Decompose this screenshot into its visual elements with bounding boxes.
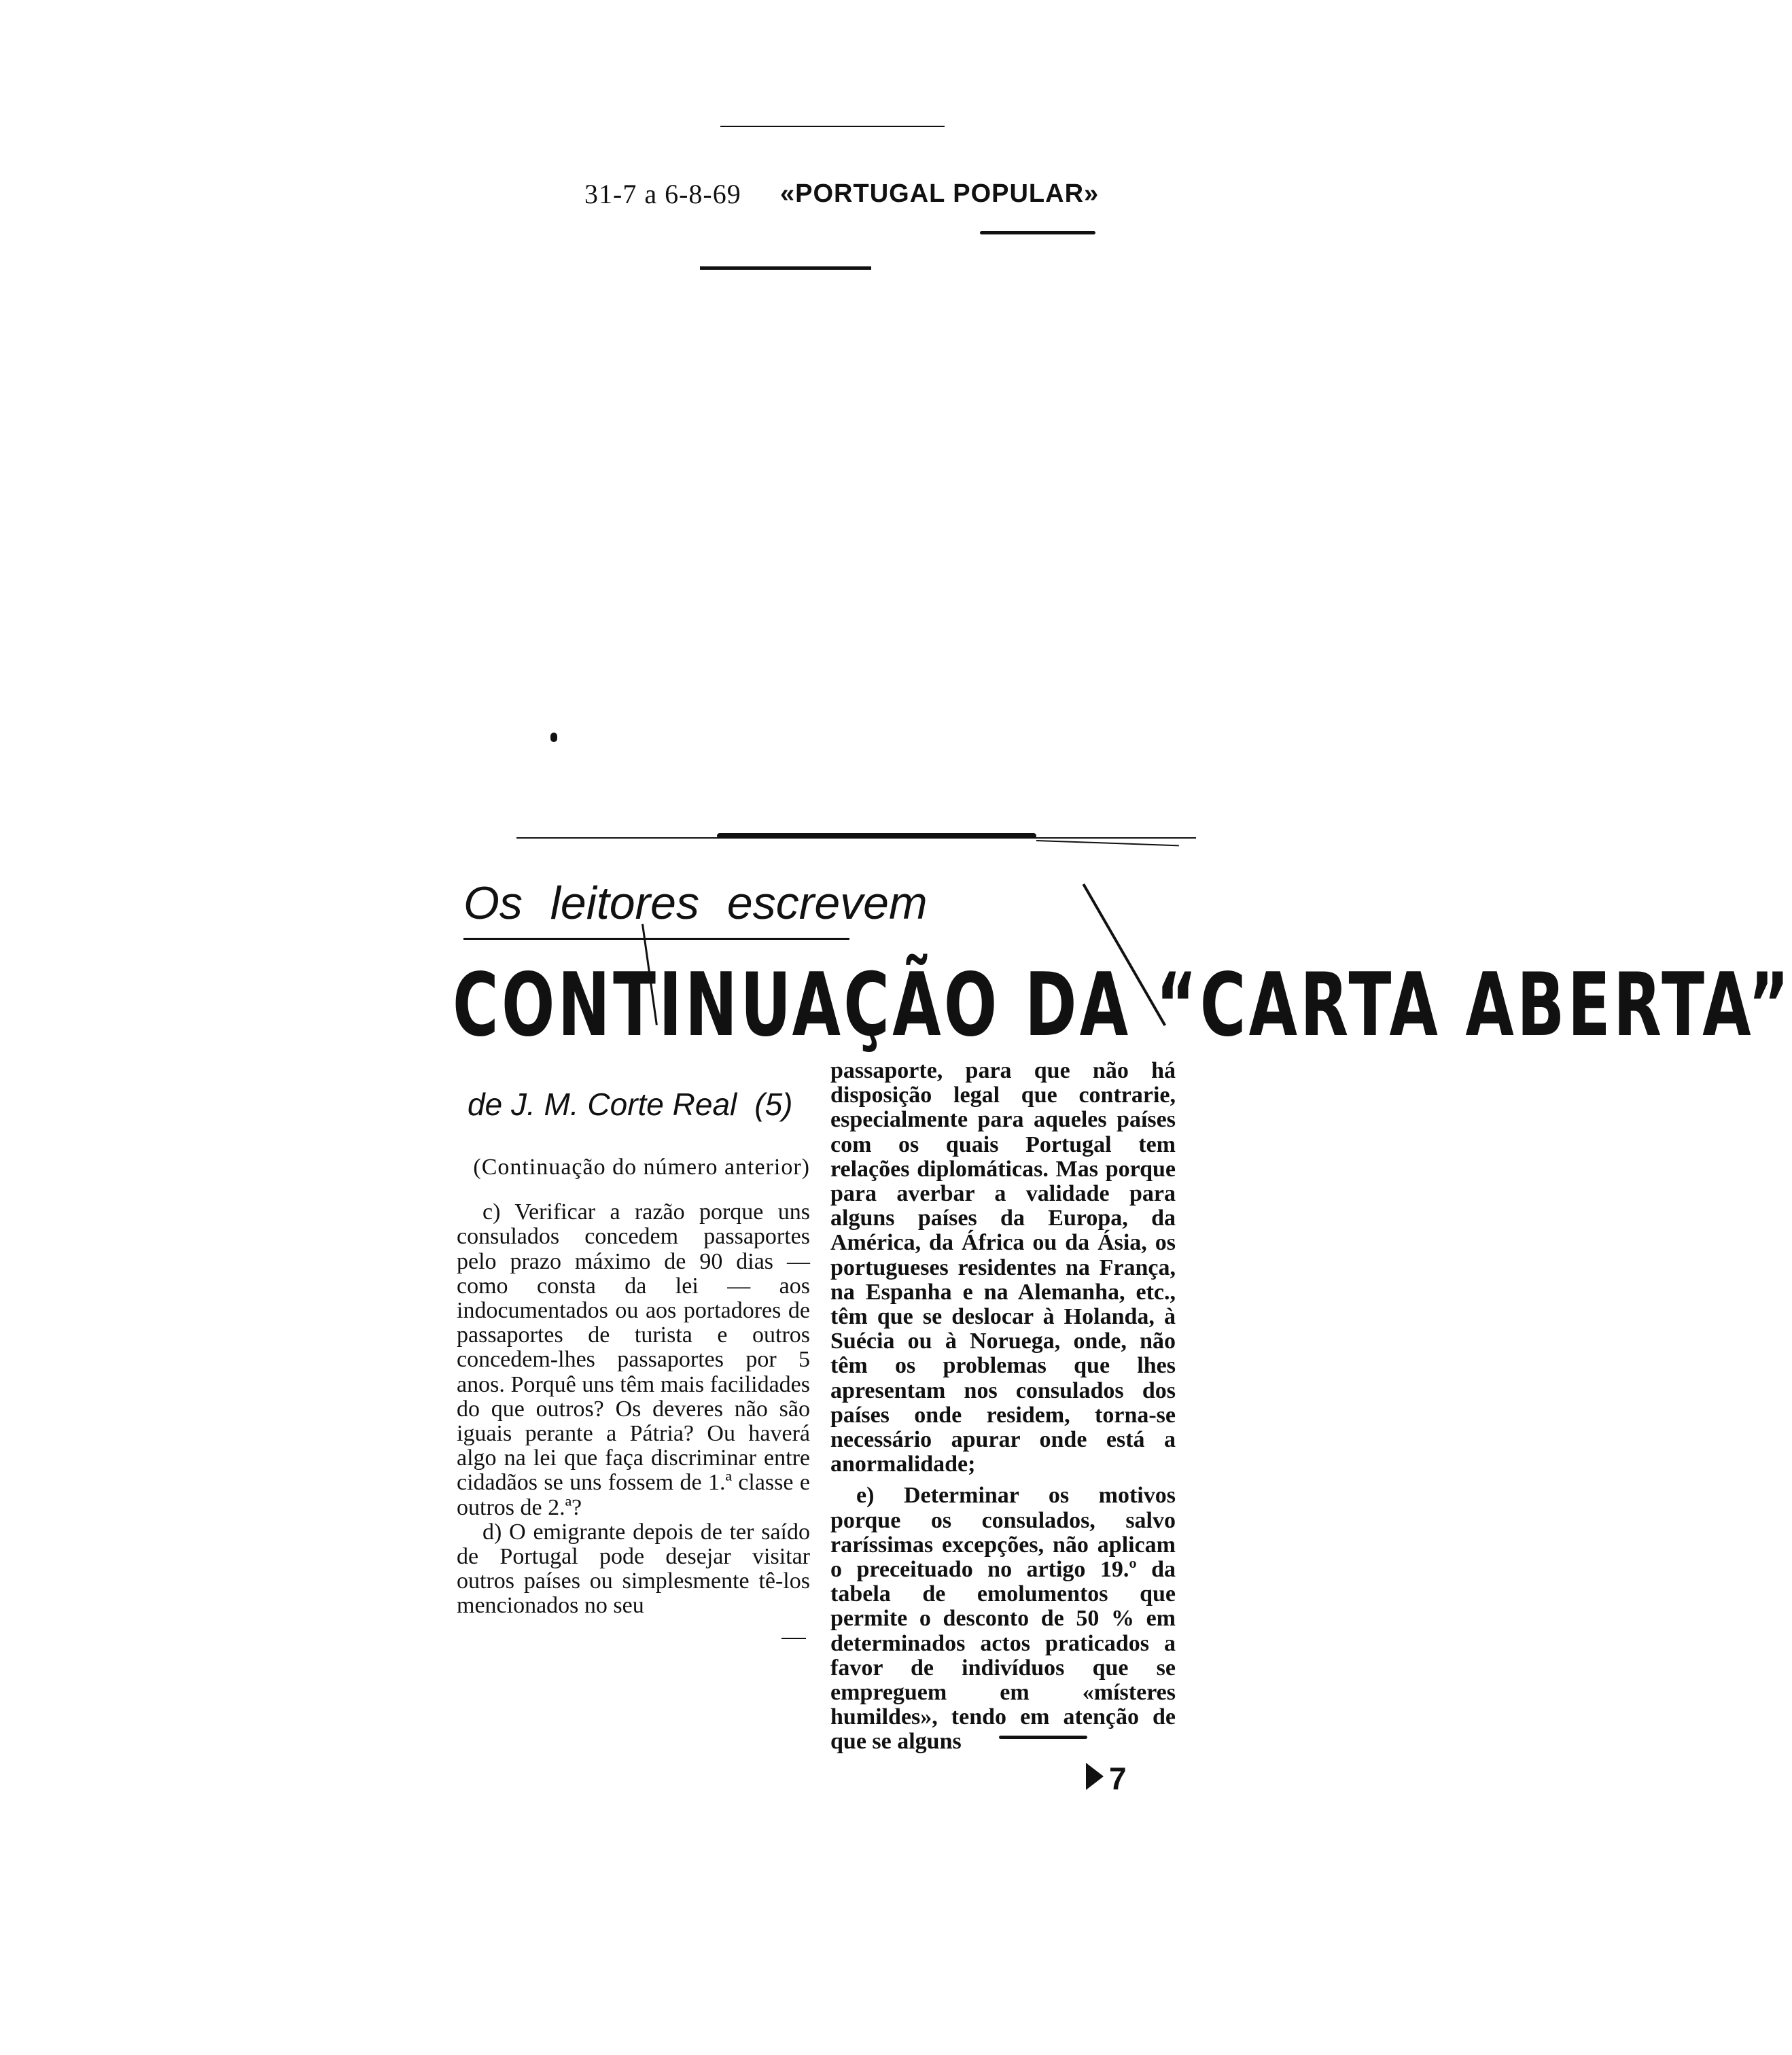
column-end-dash bbox=[781, 1638, 806, 1639]
paragraph-d-continued: passaporte, para que não há disposição legal que contrarie, especialmente para aqueles países com os quais Portugal tem relações diplomáticas. Mas porque para averbar a validade para alguns países da Europa, da América, da África ou da Ásia, os portugueses residentes na França, na Espanha e na Alemanha, etc., têm que se deslocar à Holanda, à Suécia ou à Noruega, onde, não têm os problemas que lhes apresentam nos consulados dos países onde residem, torna-se necessário apurar onde está a anormalidade; bbox=[830, 1058, 1176, 1477]
byline-part: (5) bbox=[754, 1087, 793, 1122]
article-top-rule-dark bbox=[717, 833, 1036, 839]
continued-note: (Continuação do número anterior) bbox=[473, 1155, 810, 1180]
article-top-rule-tail bbox=[1036, 840, 1179, 846]
header-underline bbox=[700, 266, 871, 270]
scan-dot bbox=[550, 733, 557, 742]
article-column-left bbox=[457, 1155, 810, 1619]
top-hairline bbox=[720, 126, 945, 127]
byline bbox=[468, 1086, 793, 1123]
clipping-date: 31-7 a 6-8-69 bbox=[584, 179, 741, 209]
section-underline bbox=[463, 938, 849, 940]
header-mark-right bbox=[980, 231, 1095, 234]
continue-arrow-icon bbox=[1086, 1763, 1104, 1790]
paragraph-c: c) Verificar a razão porque uns consulados concedem passaportes pelo prazo máximo de 90 dias — como consta da lei — aos indocumentados ou aos portadores de passaportes de turista e outros concedem-lhes passaportes por 5 anos. Porquê uns têm mais facilidades do que outros? Os deveres não são iguais perante a Pátria? Ou haverá algo na lei que faça discriminar entre cidadãos se uns fossem de 1.ª classe e outros de 2.ª? bbox=[457, 1199, 810, 1520]
page-number: 7 bbox=[1109, 1761, 1127, 1796]
headline: CONTINUAÇÃO DA “CARTA ABERTA” bbox=[453, 955, 1792, 1056]
paragraph-d: d) O emigrante depois de ter saído de Portugal pode desejar visitar outros países ou simplesmente tê-los mencionados no seu bbox=[457, 1519, 810, 1619]
paragraph-e: e) Determinar os motivos porque os consulados, salvo raríssimas excepções, não aplicam o preceituado no artigo 19.º da tabela de emolumentos que permite o desconto de 50 % em determinados actos praticados a favor de indivíduos que se empreguem em «místeres humildes», tendo em atenção de que se alguns bbox=[830, 1483, 1176, 1755]
newspaper-name: «PORTUGAL POPULAR» bbox=[780, 179, 1100, 208]
section-label: Os leitores escrevem bbox=[463, 877, 928, 929]
byline-author: de J. M. Corte Real bbox=[468, 1087, 737, 1122]
article-column-right bbox=[830, 1059, 1176, 1755]
bottom-pen-mark bbox=[999, 1736, 1087, 1739]
